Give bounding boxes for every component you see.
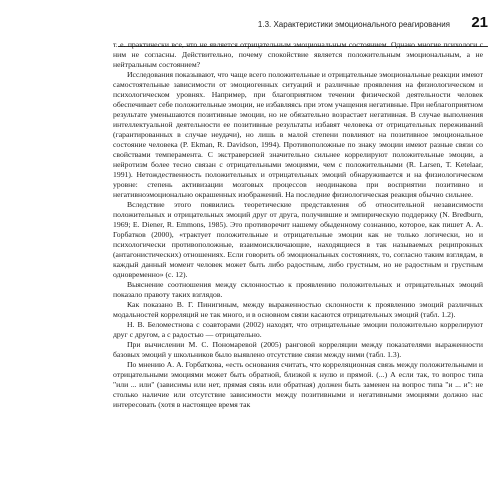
paragraph: При вычислении М. С. Пономаревой (2005) ранговой корреляции между показателями выраженности базовых эмоций у школьников было выявлено отсутствие связи между ними (табл. 1.3). (113, 340, 483, 359)
paragraph: т. е. практически все, что не является отрицательным эмоциональным состоянием. Однако многие психологи с ним не согласны. Действительно, почему спокойствие является положительным эмоциональным, а не нейтральным состоянием? (113, 40, 483, 69)
running-header (0, 16, 500, 38)
paragraph: Выяснение соотношения между склонностью к проявлению положительных и отрицательных эмоций показало правоту таких взглядов. (113, 280, 483, 299)
paragraph: Н. В. Беломестнова с соавторами (2002) находят, что отрицательные эмоции положительно коррелируют друг с другом, а с радостью — отрицательно. (113, 320, 483, 339)
paragraph: Вследствие этого появились теоретические представления об относительной независимости положительных и отрицательных эмоций друг от друга, получившие и эмпирическую поддержку (N. Bredburn, 1969; E. Diener, R. Emmons, 1985). Это противоречит нашему обыденному сознанию, которое, как пишет А. А. Горбатков (2000), «трактует положительные и отрицательные эмоции как не только логически, но и психологически противоположные, взаимоисключающие, находящиеся в так называемых реципрокных (антагонистических) отношениях. Если говорить об эмоциональных состояниях, то, согласно таким взглядам, в каждый данный момент человек может быть либо радостным, либо грустным, но не радостным и грустным одновременно» (с. 12). (113, 200, 483, 279)
page-number: 21 (471, 14, 488, 31)
body-text (113, 40, 483, 410)
paragraph: Исследования показывают, что чаще всего положительные и отрицательные эмоциональные реакции имеют самостоятельные зависимости от эмоциогенных ситуаций и различные проявления на физиологическом и психологическом уровнях. Например, при благоприятном течении физической деятельности человек обеспечивает себе положительные эмоции, не избавляясь при этом учащения негативные. При неблагоприятном результате уменьшаются позитивные эмоции, но не обязательно возрастает негативная. В случае выполнения интеллектуальной деятельности ее позитивные результаты избавят человека от отрицательных переживаний (гарантированных в случае неудачи), но лишь в малой степени повлияют на позитивное эмоциональное состояние человека (P. Ekman, R. Davidson, 1994). Противоположные по знаку эмоции имеют разные связи со свойствами темперамента. С экстраверсией значительно сильнее коррелируют положительные эмоции, а нейротизм более тесно связан с отрицательными эмоциями, чем с положительными (R. Larsen, T. Ketelaar, 1991). Нетождественность положительных и отрицательных эмоций обнаруживается и на физиологическом уровне: степень активизации мозговых процессов неодинакова при восприятии позитивно и негативноэмоционально окрашенных изображений. На последние физиологическая реакция обычно сильнее. (113, 70, 483, 199)
paragraph: Как показано В. Г. Пинигиным, между выраженностью склонности к проявлению эмоций различных модальностей корреляций не так много, и в основном связи касаются отрицательных эмоций (табл. 1.2). (113, 300, 483, 319)
paragraph: По мнению А. А. Горбаткова, «есть основания считать, что корреляционная связь между положительными и отрицательными эмоциями может быть обратной, близкой к нулю и прямой. (...) А если так, то вопрос типа "или ... или" (зависимы или нет, прямая связь или обратная) должен быть заменен на вопрос типа "и ... и": не столько наличие или отсутствие зависимости между позитивными и негативными эмоциями должно нас интересовать (хотя в настоящее время так (113, 360, 483, 409)
section-title: 1.3. Характеристики эмоционального реагирования (257, 20, 450, 29)
